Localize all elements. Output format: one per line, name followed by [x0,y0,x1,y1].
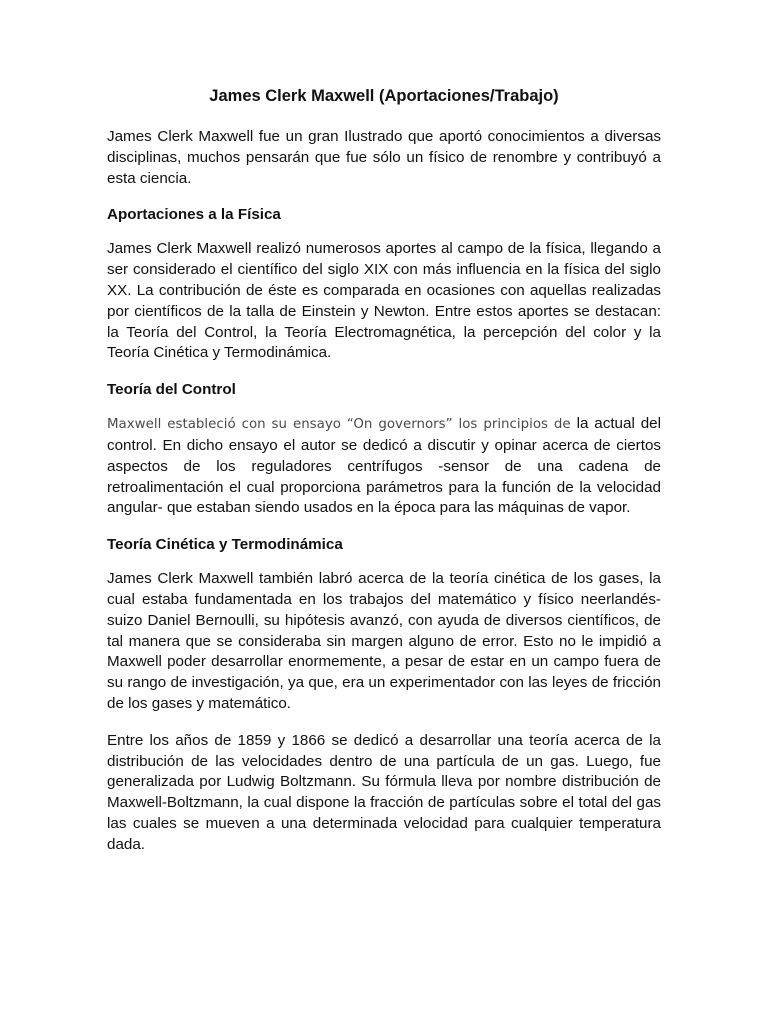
teoria-cinetica-paragraph-1: James Clerk Maxwell también labró acerca de la teoría cinética de los gases, la cual estaba fundamentada en los trabajos del matemático y físico neerlandés-suizo Daniel Bernoulli, su hipótesis avanzó, con ayuda de diversos científicos, de tal manera que se consideraba sin margen alguno de error. Esto no le impidió a Maxwell poder desarrollar enormemente, a pesar de estar en un campo fuera de su rango de investigación, ya que, era un experimentador con las leyes de fricción de los gases y matemático. [107,570,661,712]
intro-paragraph: James Clerk Maxwell fue un gran Ilustrado que aportó conocimientos a diversas disciplinas, muchos pensarán que fue sólo un físico de renombre y contribuyó a esta ciencia. [107,128,661,187]
teoria-control-lead-in: Maxwell estableció con su ensayo “On governors” los principios de [107,417,571,433]
teoria-cinetica-paragraph-2: Entre los años de 1859 y 1866 se dedicó a desarrollar una teoría acerca de la distribución de las velocidades dentro de una partícula de un gas. Luego, fue generalizada por Ludwig Boltzmann. Su fórmula lleva por nombre distribución de Maxwell-Boltzmann, la cual dispone la fracción de partículas sobre el total del gas las cuales se mueven a una determinada velocidad para cualquier temperatura dada. [107,731,661,853]
teoria-control-body: la actual del control. En dicho ensayo el autor se dedicó a discutir y opinar acerca de ciertos aspectos de los reguladores centrífugos -sensor de una cadena de retroalimentación el cual proporciona parámetros para la función de la velocidad angular- que estaban siendo usados en la época para las máquinas de vapor. [107,415,661,517]
document-page [107,86,661,872]
teoria-control-paragraph [107,414,661,519]
section-heading-teoria-control: Teoría del Control [107,381,236,399]
section-heading-aportaciones: Aportaciones a la Física [107,206,281,224]
section-heading-teoria-cinetica: Teoría Cinética y Termodinámica [107,536,343,554]
document-title: James Clerk Maxwell (Aportaciones/Trabajo) [209,87,559,105]
aportaciones-paragraph: James Clerk Maxwell realizó numerosos aportes al campo de la física, llegando a ser considerado el científico del siglo XIX con más influencia en la física del siglo XX. La contribución de éste es comparada en ocasiones con aquellas realizadas por científicos de la talla de Einstein y Newton. Entre estos aportes se destacan: la Teoría del Control, la Teoría Electromagnética, la percepción del color y la Teoría Cinética y Termodinámica. [107,240,661,362]
